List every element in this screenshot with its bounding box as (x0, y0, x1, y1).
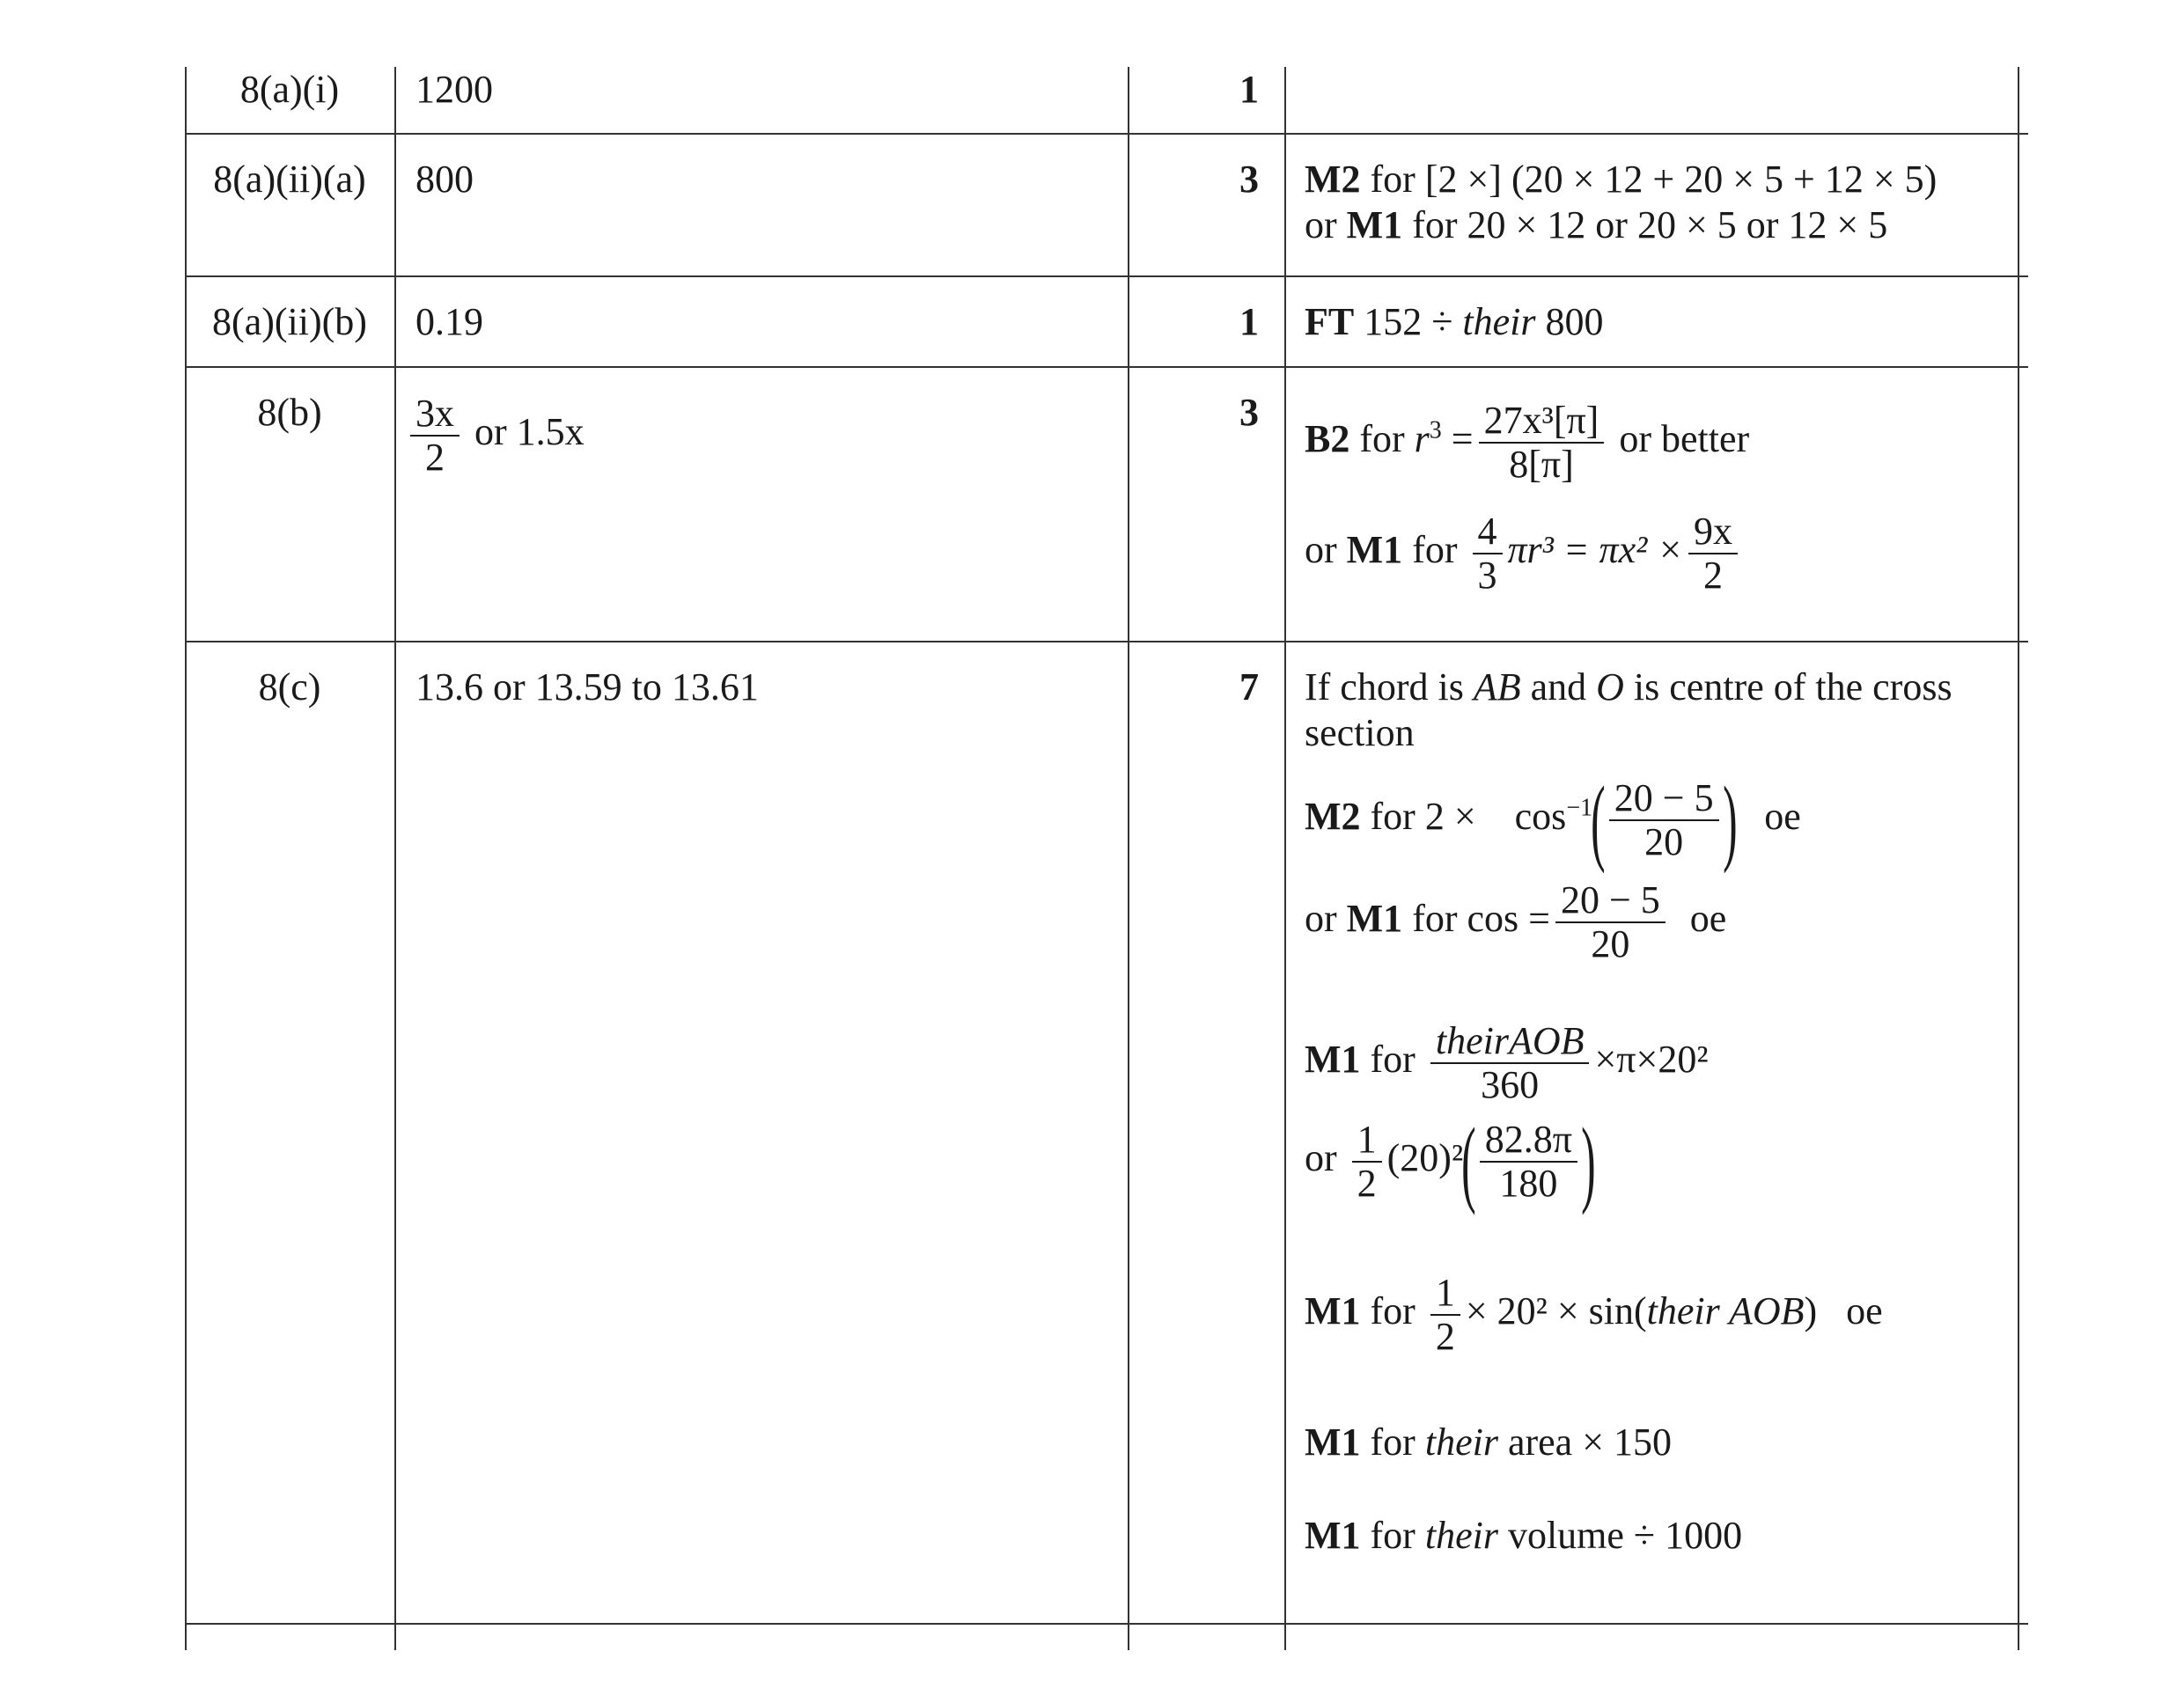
guidance-fraction (1555, 879, 1666, 965)
guidance-text: their (1424, 1420, 1498, 1464)
left-paren: ( (1461, 1108, 1476, 1215)
answer (405, 393, 585, 479)
exponent: 3 (1429, 416, 1442, 444)
question-number: 8(b) (257, 391, 322, 434)
guidance-text: or (1305, 528, 1347, 572)
guidance-text: or better (1609, 417, 1750, 461)
mark-code: FT (1305, 300, 1355, 343)
numerator: 3x (410, 393, 460, 437)
guidance-text: ×π×20² (1594, 1038, 1709, 1082)
denominator: 20 (1591, 922, 1630, 965)
numerator: 27x³[π] (1479, 400, 1605, 444)
right-paren: ) (1722, 767, 1738, 874)
guidance-fraction (1609, 777, 1719, 863)
guidance-text: oe (1846, 1289, 1883, 1333)
guidance-text: If chord is (1305, 665, 1474, 708)
question-number: 8(a)(i) (239, 68, 340, 111)
mark-code: M2 (1305, 158, 1361, 201)
guidance-text: for (1402, 528, 1467, 572)
denominator: 20 (1644, 820, 1684, 863)
mark-scheme-table (185, 67, 2028, 1650)
guidance-text: πr³ = πx² × (1507, 528, 1684, 572)
mark-code: M1 (1305, 1514, 1361, 1557)
denominator: 2 (425, 436, 445, 479)
mark-code: M1 (1305, 1420, 1361, 1464)
guidance-text: AB (1473, 665, 1521, 708)
answer-fraction (410, 393, 460, 479)
row-rule (185, 641, 2028, 642)
denominator: 2 (1435, 1315, 1455, 1358)
answer: 0.19 (415, 300, 483, 343)
left-paren: ( (1591, 767, 1606, 874)
guidance-text: for 2 × cos (1360, 795, 1567, 839)
guidance-text: volume ÷ 1000 (1497, 1514, 1743, 1557)
mark-code: M1 (1305, 1289, 1361, 1333)
guidance-text: r (1414, 417, 1430, 461)
guidance (1305, 664, 1952, 1559)
marks: 3 (1239, 391, 1259, 434)
numerator: 9x (1688, 510, 1738, 554)
guidance-text: or (1305, 1136, 1347, 1180)
row-rule (185, 133, 2028, 135)
marks: 3 (1239, 158, 1259, 201)
row-rule (185, 1623, 2028, 1625)
guidance-fraction (1352, 1119, 1382, 1205)
answer: 1200 (415, 68, 493, 111)
guidance-text: oe (1689, 897, 1727, 941)
marks: 1 (1239, 68, 1259, 111)
mark-code: M1 (1346, 897, 1403, 941)
right-paren: ) (1581, 1108, 1596, 1215)
guidance-text: is centre of the cross (1623, 665, 1952, 708)
denominator: 3 (1477, 554, 1497, 597)
guidance-text: area × 150 (1497, 1420, 1673, 1464)
marks: 7 (1239, 665, 1259, 708)
denominator: 2 (1357, 1162, 1377, 1205)
guidance-text: for (1360, 1289, 1425, 1333)
guidance-text: for [2 ×] (20 × 12 + 20 × 5 + 12 × 5) (1360, 158, 1938, 201)
numerator: 4 (1473, 510, 1503, 554)
guidance-text: section (1305, 711, 1415, 754)
denominator: 2 (1703, 554, 1724, 597)
numerator: 1 (1352, 1119, 1382, 1163)
marks: 1 (1239, 300, 1259, 343)
guidance-text: = (1441, 417, 1474, 461)
exponent: −1 (1566, 794, 1593, 822)
mark-code: M2 (1305, 795, 1361, 839)
guidance-text: (20)² (1386, 1136, 1464, 1180)
guidance-text: for (1360, 1038, 1425, 1082)
guidance-text: for cos = (1402, 897, 1550, 941)
guidance-text: or (1305, 897, 1347, 941)
guidance-text: oe (1764, 795, 1801, 839)
guidance-fraction (1473, 510, 1503, 597)
guidance-text: their AOB (1646, 1289, 1805, 1333)
guidance-fraction (1430, 1020, 1590, 1106)
numerator: 20 − 5 (1609, 777, 1719, 821)
question-number: 8(a)(ii)(a) (213, 158, 366, 201)
guidance-text: their (1424, 1514, 1498, 1557)
guidance-text: for (1349, 417, 1415, 461)
column-rule (2018, 67, 2019, 1650)
guidance-fraction (1479, 400, 1605, 486)
guidance-fraction (1688, 510, 1738, 597)
mark-code: M1 (1305, 1038, 1361, 1082)
guidance (1305, 157, 1937, 248)
mark-code: B2 (1305, 417, 1350, 461)
row-rule (185, 366, 2028, 368)
mark-code: M1 (1346, 203, 1403, 246)
numerator: theirAOB (1430, 1020, 1590, 1064)
guidance-text: or (1305, 203, 1347, 246)
answer: 13.6 or 13.59 to 13.61 (415, 665, 759, 708)
guidance-text: their (1462, 300, 1536, 343)
answer: 800 (415, 158, 474, 201)
mark-code: M1 (1346, 528, 1403, 572)
answer-text: or 1.5x (474, 410, 585, 454)
column-rule (1128, 67, 1129, 1650)
guidance-text: for (1360, 1514, 1425, 1557)
numerator: 1 (1430, 1272, 1460, 1316)
question-number: 8(a)(ii)(b) (212, 300, 367, 343)
guidance-text: for 20 × 12 or 20 × 5 or 12 × 5 (1402, 203, 1888, 246)
guidance-fraction (1480, 1119, 1577, 1205)
question-number: 8(c) (258, 665, 321, 708)
column-rule (394, 67, 396, 1650)
denominator: 180 (1499, 1162, 1558, 1205)
guidance (1305, 400, 1749, 597)
denominator: 8[π] (1509, 443, 1574, 486)
guidance-text: for (1360, 1420, 1425, 1464)
guidance-text: 152 ÷ (1354, 300, 1463, 343)
guidance-text: and (1520, 665, 1597, 708)
numerator: 20 − 5 (1555, 879, 1666, 923)
row-rule (185, 275, 2028, 277)
denominator: 360 (1481, 1063, 1540, 1106)
guidance-text: × 20² × sin( (1465, 1289, 1647, 1333)
guidance-text: ) (1804, 1289, 1818, 1333)
column-rule (1284, 67, 1286, 1650)
guidance (1305, 299, 1604, 345)
guidance-fraction (1430, 1272, 1460, 1358)
guidance-text: O (1596, 665, 1624, 708)
numerator: 82.8π (1480, 1119, 1577, 1163)
guidance-text: 800 (1535, 300, 1604, 343)
